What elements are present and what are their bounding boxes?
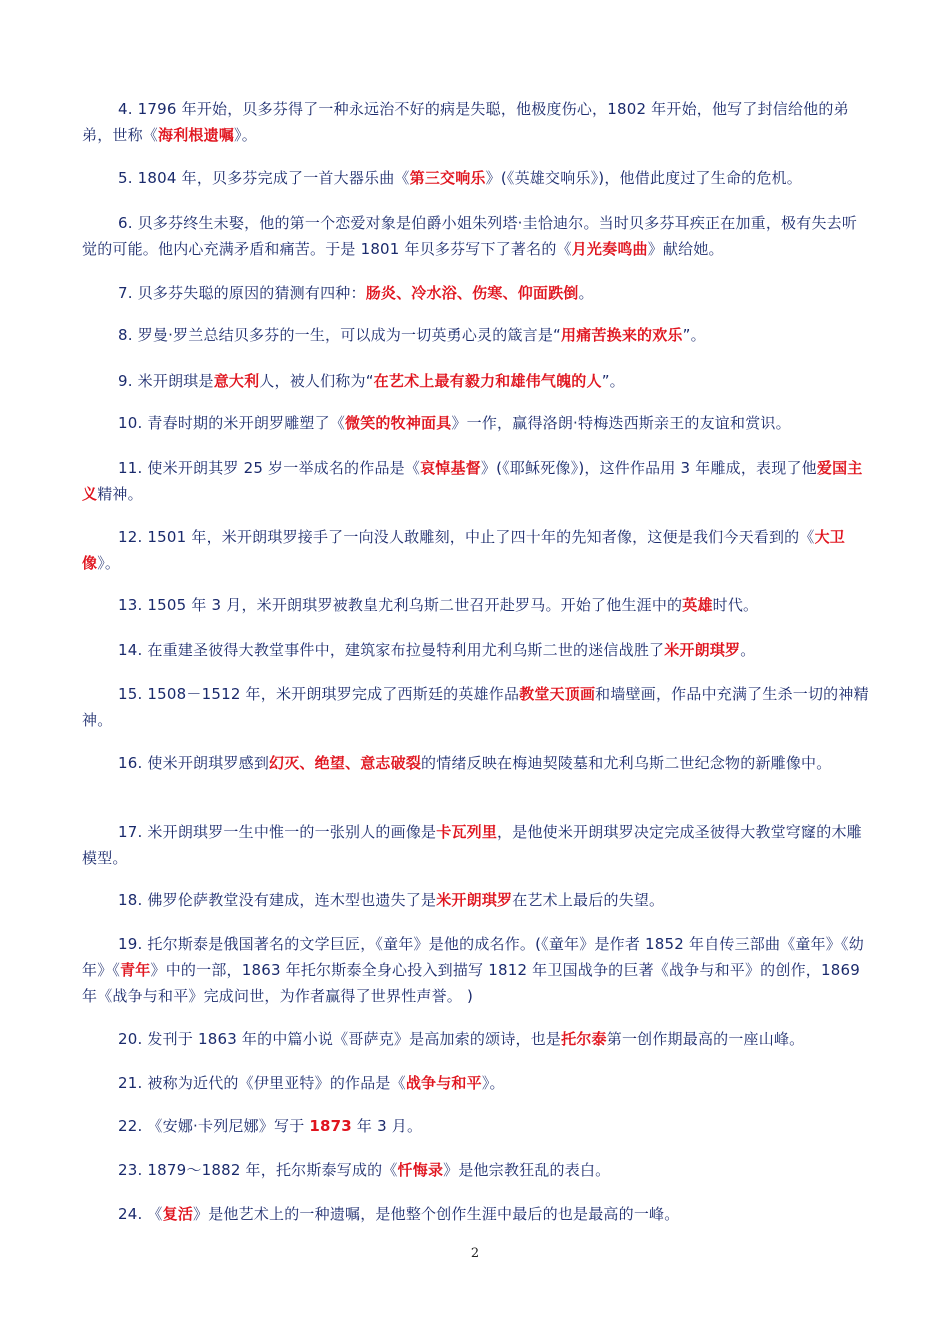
highlighted-term: 第三交响乐 (409, 169, 486, 187)
highlighted-term: 1873 (309, 1117, 352, 1135)
item-text: 14. 在重建圣彼得大教堂事件中，建筑家布拉曼特利用尤利乌斯二世的迷信战胜了 (118, 641, 665, 659)
item-text: 16. 使米开朗琪罗感到 (118, 754, 270, 772)
item-text: 》是他宗教狂乱的表白。 (443, 1161, 611, 1179)
item-text: 20. 发刊于 1863 年的中篇小说《哥萨克》是高加索的颂诗，也是 (118, 1030, 562, 1048)
list-item (82, 280, 872, 306)
item-text: 18. 佛罗伦萨教堂没有建成，连木型也遗失了是 (118, 891, 437, 909)
highlighted-term: 意大利 (213, 372, 260, 390)
item-text: 》。 (97, 554, 121, 572)
list-item (82, 455, 872, 507)
item-text: 21. 被称为近代的《伊里亚特》的作品是《 (118, 1074, 406, 1092)
list-item (82, 592, 872, 618)
item-text: 》。 (481, 1074, 505, 1092)
highlighted-term: 月光奏鸣曲 (571, 240, 648, 258)
item-text: 4. 1796 年开始，贝多芬得了一种永远治不好的病是失聪，他极度伤心，1802 年开始，他写了封信给他的弟弟，世称《 (82, 100, 849, 144)
highlighted-term: 海利根遗嘱 (158, 126, 235, 144)
item-text: 23. 1879～1882 年，托尔斯泰写成的《 (118, 1161, 398, 1179)
highlighted-term: 微笑的牧神面具 (345, 414, 452, 432)
item-text: 13. 1505 年 3 月，米开朗琪罗被教皇尤利乌斯二世召开赴罗马。开始了他生涯中的 (118, 596, 683, 614)
item-text: 。 (740, 641, 756, 659)
item-text: 7. 贝多芬失聪的原因的猜测有四种： (118, 284, 366, 302)
item-text: 12. 1501 年，米开朗琪罗接手了一向没人敢雕刻，中止了四十年的先知者像，这便是我们今天看到的《 (118, 528, 815, 546)
highlighted-term: 米开朗琪罗 (664, 641, 741, 659)
item-text: 人，被人们称为“ (259, 372, 374, 390)
highlighted-term: 大卫像 (82, 528, 845, 572)
list-item (82, 1026, 872, 1052)
highlighted-term: 忏悔录 (397, 1161, 444, 1179)
item-text: ，是他使米开朗琪罗决定完成圣彼得大教堂穹窿的木雕模型。 (82, 823, 862, 867)
highlighted-term: 肠炎、冷水浴、伤寒、仰面跌倒 (365, 284, 579, 302)
item-text: 》(《耶稣死像》)，这件作品用 3 年雕成，表现了他 (480, 459, 817, 477)
list-item (82, 210, 872, 262)
highlighted-term: 卡瓦列里 (436, 823, 498, 841)
list-item (82, 1070, 872, 1096)
item-text: 8. 罗曼·罗兰总结贝多芬的一生，可以成为一切英勇心灵的箴言是“ (118, 326, 562, 344)
item-text: 6. 贝多芬终生未娶，他的第一个恋爱对象是伯爵小姐朱列塔·圭恰迪尔。当时贝多芬耳疾正在加重，极有失去听觉的可能。他内心充满矛盾和痛苦。于是 1801 年贝多芬写下了著名的《 (82, 214, 858, 258)
item-text: 。 (578, 284, 594, 302)
highlighted-term: 英雄 (682, 596, 713, 614)
item-text: 年 3 月。 (351, 1117, 423, 1135)
item-text: 》中的一部，1863 年托尔斯泰全身心投入到描写 1812 年卫国战争的巨著《战争与和平》的创作，1869 年《战争与和平》完成问世，为作者赢得了世界性声誉。 ) (82, 961, 860, 1005)
list-item (82, 681, 872, 733)
item-text: 》一作，赢得洛朗·特梅迭西斯亲王的友谊和赏识。 (451, 414, 791, 432)
item-text: 11. 使米开朗其罗 25 岁一举成名的作品是《 (118, 459, 421, 477)
item-text: 9. 米开朗琪是 (118, 372, 214, 390)
highlighted-term: 米开朗琪罗 (436, 891, 513, 909)
item-text: 24. 《 (118, 1205, 163, 1223)
item-text: 15. 1508－1512 年，米开朗琪罗完成了西斯廷的英雄作品 (118, 685, 520, 703)
list-item (82, 165, 872, 191)
item-text: 》献给她。 (647, 240, 724, 258)
item-text: ”。 (601, 372, 625, 390)
highlighted-term: 用痛苦换来的欢乐 (561, 326, 683, 344)
highlighted-term: 幻灭、绝望、意志破裂 (269, 754, 422, 772)
highlighted-term: 托尔泰 (561, 1030, 607, 1048)
list-item (82, 410, 872, 436)
list-item (82, 931, 872, 1009)
item-text: 》(《英雄交响乐》)，他借此度过了生命的危机。 (485, 169, 802, 187)
item-text: 的情绪反映在梅迪契陵墓和尤利乌斯二世纪念物的新雕像中。 (421, 754, 832, 772)
item-text: 时代。 (712, 596, 759, 614)
highlighted-term: 哀悼基督 (420, 459, 481, 477)
list-item (82, 1113, 872, 1139)
item-text: 5. 1804 年，贝多芬完成了一首大器乐曲《 (118, 169, 410, 187)
highlighted-term: 青年 (120, 961, 151, 979)
item-text: 和墙壁画，作品中充满了生杀一切的神精神。 (82, 685, 869, 729)
list-item (82, 1157, 872, 1183)
item-text: 》。 (234, 126, 257, 144)
list-item (82, 368, 872, 394)
list-item (82, 637, 872, 663)
item-text: 22. 《安娜·卡列尼娜》写于 (118, 1117, 310, 1135)
item-text: 19. 托尔斯泰是俄国著名的文学巨匠，《童年》是他的成名作。(《童年》是作者 1852 年自传三部曲《童年》《幼年》《 (82, 935, 864, 979)
highlighted-term: 复活 (162, 1205, 194, 1223)
item-text: 》是他艺术上的一种遗嘱，是他整个创作生涯中最后的也是最高的一峰。 (193, 1205, 680, 1223)
item-text: 在艺术上最后的失望。 (512, 891, 665, 909)
list-item (82, 322, 872, 348)
list-item (82, 750, 872, 776)
highlighted-term: 爱国主义 (82, 459, 863, 503)
item-text: ”。 (682, 326, 706, 344)
highlighted-term: 教堂天顶画 (519, 685, 596, 703)
highlighted-term: 战争与和平 (405, 1074, 482, 1092)
list-item (82, 96, 872, 148)
item-text: 17. 米开朗琪罗一生中惟一的一张别人的画像是 (118, 823, 437, 841)
list-item (82, 887, 872, 913)
list-item (82, 524, 872, 576)
page-number: 2 (470, 1246, 480, 1261)
list-item (82, 819, 872, 871)
list-item (82, 1201, 872, 1227)
item-text: 精神。 (97, 485, 143, 503)
item-text: 10. 青春时期的米开朗罗雕塑了《 (118, 414, 346, 432)
item-text: 第一创作期最高的一座山峰。 (606, 1030, 805, 1048)
highlighted-term: 在艺术上最有毅力和雄伟气魄的人 (373, 372, 602, 390)
